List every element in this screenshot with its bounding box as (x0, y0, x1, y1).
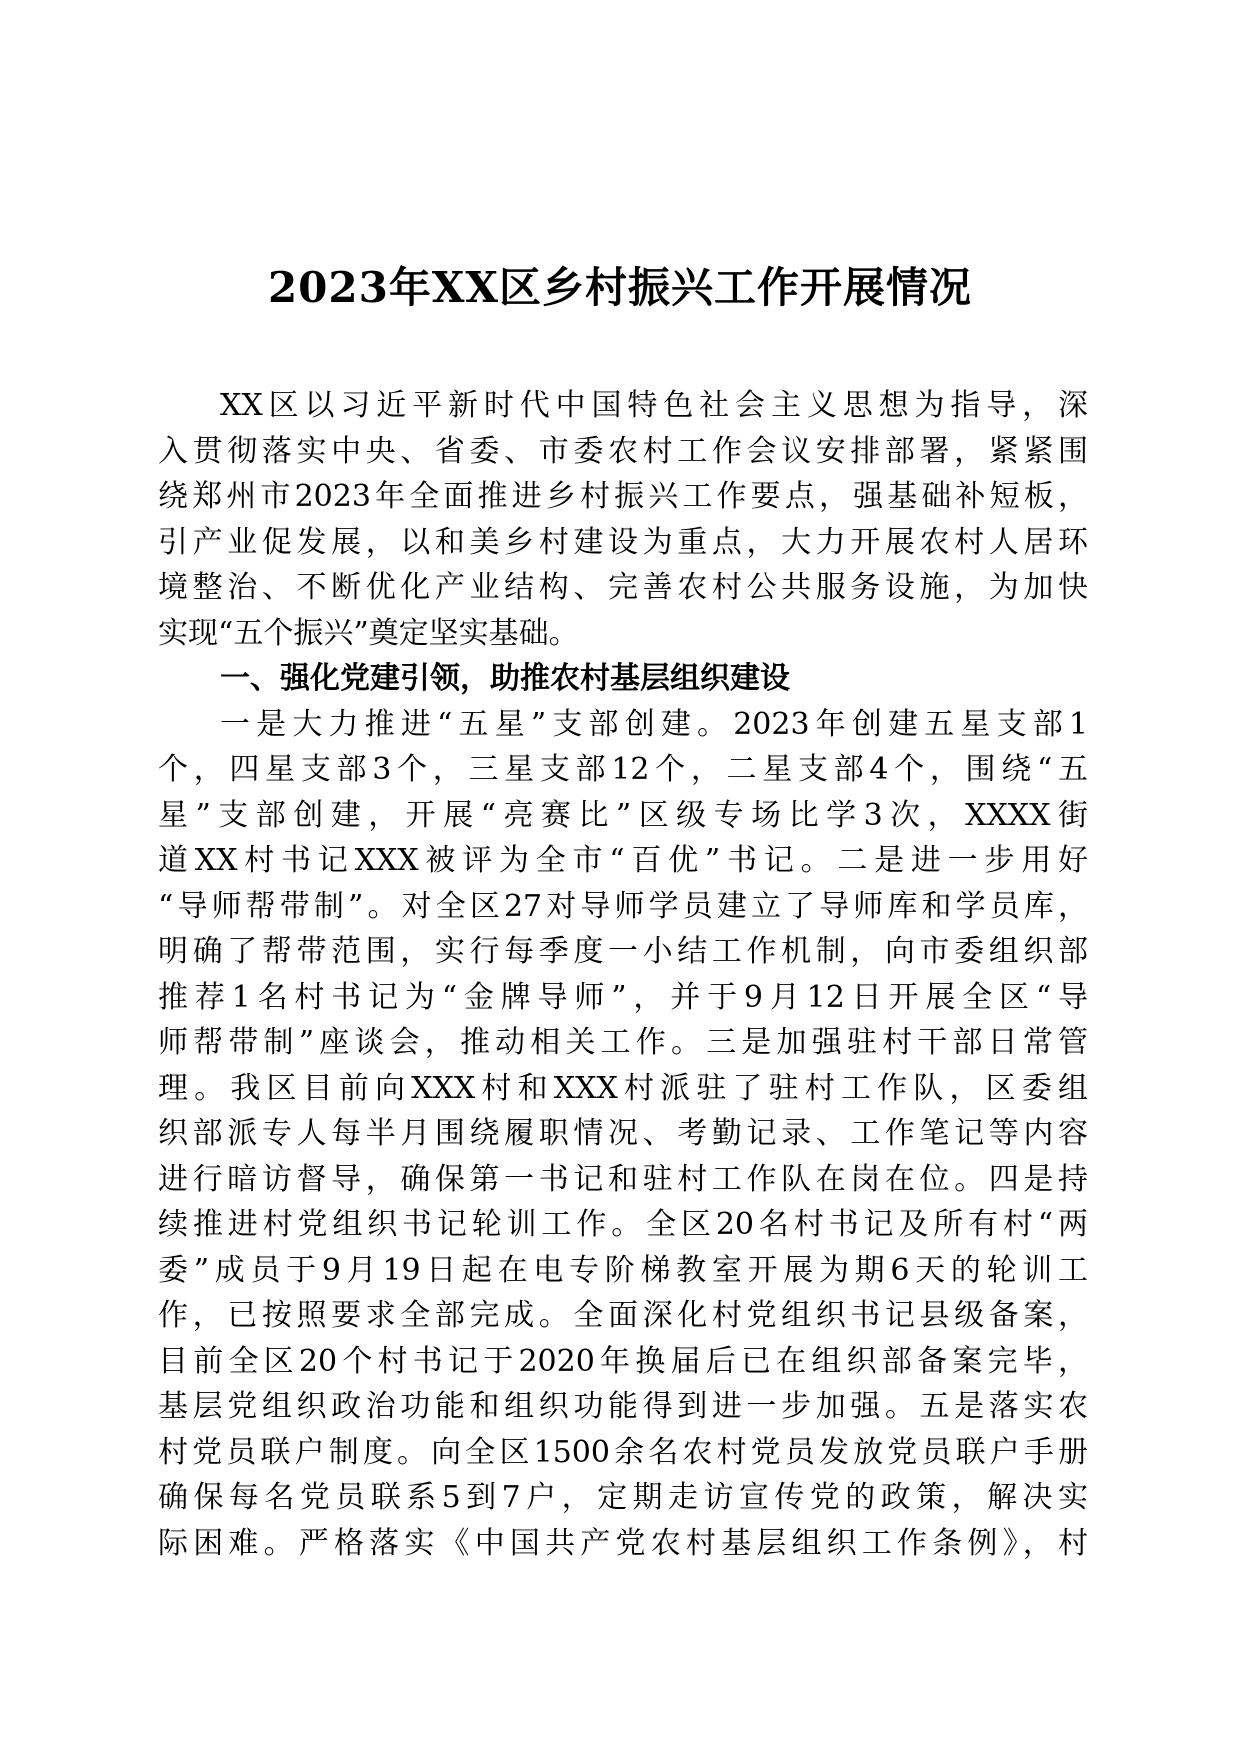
paragraph-line: 际困难。严格落实《中国共产党农村基层组织工作条例》，村 (158, 1525, 1088, 1561)
paragraph-line: 实现“五个振兴”奠定坚实基础。 (158, 615, 579, 651)
paragraph-line: 委”成员于9月19日起在电专阶梯教室开展为期6天的轮训工 (158, 1252, 1088, 1288)
paragraph-line: 师帮带制”座谈会，推动相关工作。三是加强驻村干部日常管 (158, 1025, 1088, 1060)
paragraph-line: 村党员联户制度。向全区1500余名农村党员发放党员联户手册 (158, 1434, 1088, 1470)
paragraph-line: 境整治、不断优化产业结构、完善农村公共服务设施，为加快 (158, 570, 1088, 605)
paragraph-line: 一是大力推进“五星”支部创建。2023年创建五星支部1 (220, 706, 1088, 742)
section-heading: 一、强化党建引领，助推农村基层组织建设 (220, 661, 790, 696)
section1-paragraph (158, 702, 1088, 1567)
paragraph-line: 基层党组织政治功能和组织功能得到进一步加强。五是落实农 (158, 1389, 1088, 1424)
paragraph-line: 作，已按照要求全部完成。全面深化村党组织书记县级备案， (158, 1298, 1088, 1333)
paragraph-line: 推荐1名村书记为“金牌导师”，并于9月12日开展全区“导 (158, 979, 1088, 1015)
paragraph-line: 织部派专人每半月围绕履职情况、考勤记录、工作笔记等内容 (158, 1116, 1088, 1151)
paragraph-line: 理。我区目前向XXX村和XXX村派驻了驻村工作队，区委组 (158, 1070, 1088, 1106)
paragraph-line: 明确了帮带范围，实行每季度一小结工作机制，向市委组织部 (158, 934, 1088, 969)
paragraph-line: 道XX村书记XXX被评为全市“百优”书记。二是进一步用好 (158, 843, 1088, 878)
paragraph-line: XX区以习近平新时代中国特色社会主义思想为指导，深 (220, 388, 1088, 423)
document-body (158, 383, 1088, 1566)
paragraph-line: 进行暗访督导，确保第一书记和驻村工作队在岗在位。四是持 (158, 1161, 1088, 1197)
paragraph-line: 引产业促发展，以和美乡村建设为重点，大力开展农村人居环 (158, 524, 1088, 560)
paragraph-line: 确保每名党员联系5到7户，定期走访宣传党的政策，解决实 (158, 1480, 1088, 1515)
paragraph-line: 个，四星支部3个，三星支部12个，二星支部4个，围绕“五 (158, 752, 1088, 787)
paragraph-line: 绕郑州市2023年全面推进乡村振兴工作要点，强基础补短板， (158, 479, 1088, 514)
paragraph-line: 目前全区20个村书记于2020年换届后已在组织部备案完毕， (158, 1343, 1088, 1379)
paragraph-line: 续推进村党组织书记轮训工作。全区20名村书记及所有村“两 (158, 1207, 1088, 1242)
paragraph-line: 入贯彻落实中央、省委、市委农村工作会议安排部署，紧紧围 (158, 433, 1088, 469)
paragraph-line: “导师帮带制”。对全区27对导师学员建立了导师库和学员库， (158, 888, 1088, 924)
intro-paragraph (158, 383, 1088, 656)
paragraph-line: 星”支部创建，开展“亮赛比”区级专场比学3次，XXXX街 (158, 797, 1088, 833)
document-title: 2023年XX区乡村振兴工作开展情况 (267, 263, 973, 312)
